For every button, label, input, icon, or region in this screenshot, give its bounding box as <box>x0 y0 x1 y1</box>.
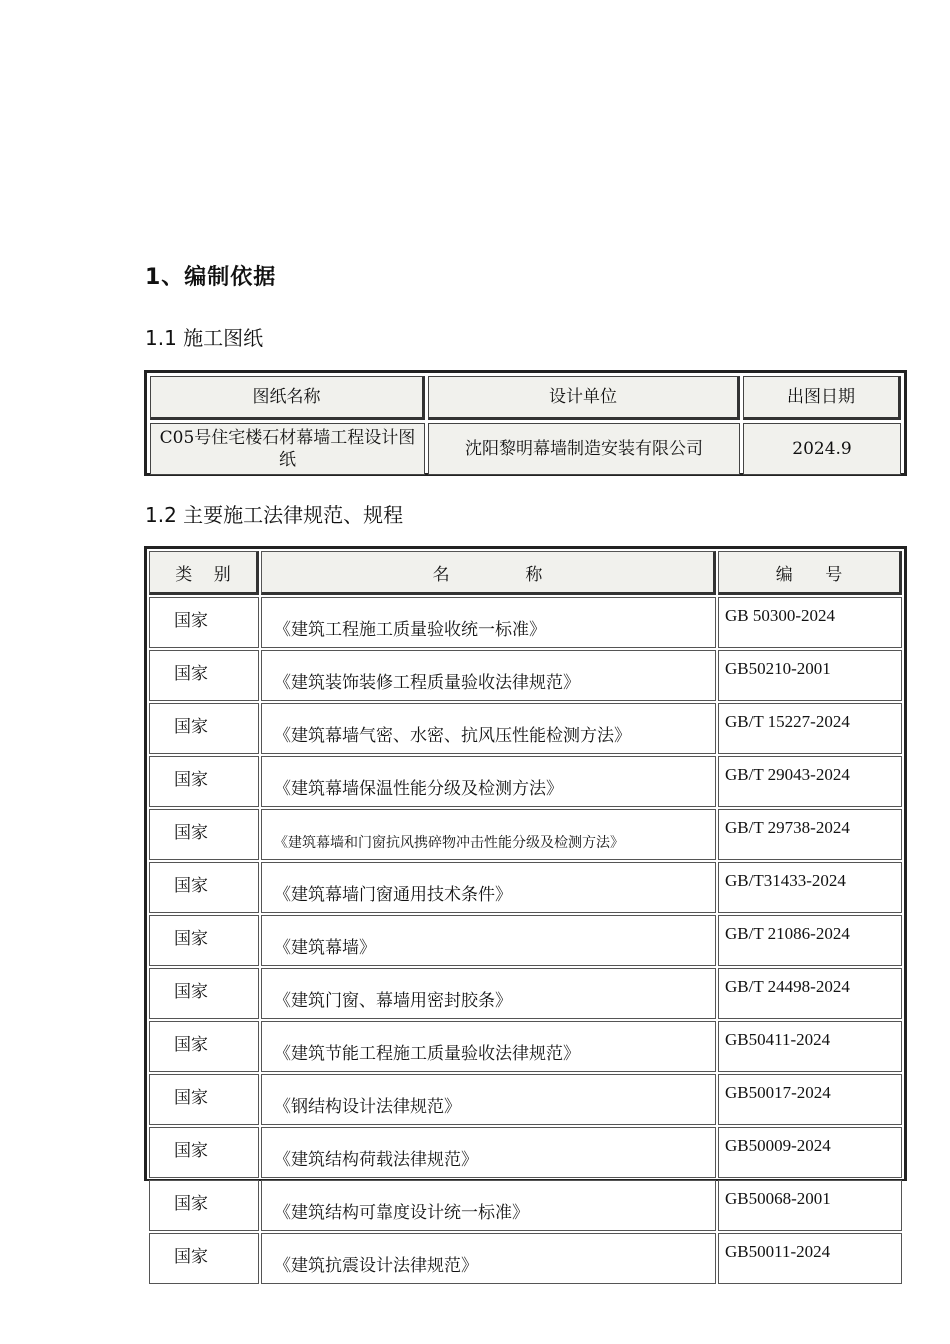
cell-category: 国家 <box>149 703 259 754</box>
column-header-name: 名 称 <box>261 551 716 595</box>
cell-name: 《建筑结构可靠度设计统一标准》 <box>261 1180 716 1231</box>
subsection-title-codes: 1.2 主要施工法律规范、规程 <box>145 503 404 527</box>
cell-category: 国家 <box>149 1074 259 1125</box>
table-header-row <box>150 376 901 420</box>
table-row <box>149 703 902 754</box>
cell-code: GB50210-2001 <box>718 650 902 701</box>
table-row <box>149 915 902 966</box>
table-row <box>149 756 902 807</box>
cell-code: GB50411-2024 <box>718 1021 902 1072</box>
cell-category: 国家 <box>149 1233 259 1284</box>
cell-category: 国家 <box>149 756 259 807</box>
table-row <box>149 968 902 1019</box>
cell-name: 《建筑幕墙保温性能分级及检测方法》 <box>261 756 716 807</box>
cell-category: 国家 <box>149 915 259 966</box>
cell-name: 《钢结构设计法律规范》 <box>261 1074 716 1125</box>
cell-code: GB50009-2024 <box>718 1127 902 1178</box>
table-row <box>149 650 902 701</box>
cell-name: 《建筑幕墙》 <box>261 915 716 966</box>
table-row <box>149 1021 902 1072</box>
cell-name: 《建筑幕墙门窗通用技术条件》 <box>261 862 716 913</box>
codes-table <box>144 546 907 1276</box>
subsection-title-drawings: 1.1 施工图纸 <box>145 326 264 350</box>
cell-code: GB/T 24498-2024 <box>718 968 902 1019</box>
table-row <box>149 1074 902 1125</box>
cell-name: 《建筑工程施工质量验收统一标准》 <box>261 597 716 648</box>
cell-name: 《建筑幕墙和门窗抗风携碎物冲击性能分级及检测方法》 <box>261 809 716 860</box>
column-header-issue-date: 出图日期 <box>743 376 901 420</box>
cell-code: GB/T 29738-2024 <box>718 809 902 860</box>
cell-code: GB/T 21086-2024 <box>718 915 902 966</box>
cell-name: 《建筑门窗、幕墙用密封胶条》 <box>261 968 716 1019</box>
cell-code: GB 50300-2024 <box>718 597 902 648</box>
table-row <box>149 1180 902 1231</box>
drawings-table <box>144 370 907 476</box>
cell-code: GB50011-2024 <box>718 1233 902 1284</box>
cell-name: 《建筑节能工程施工质量验收法律规范》 <box>261 1021 716 1072</box>
cell-code: GB/T 29043-2024 <box>718 756 902 807</box>
table-row <box>149 809 902 860</box>
cell-name: 《建筑装饰装修工程质量验收法律规范》 <box>261 650 716 701</box>
cell-code: GB/T31433-2024 <box>718 862 902 913</box>
cell-design-unit: 沈阳黎明幕墙制造安装有限公司 <box>428 423 740 475</box>
table-row <box>149 1233 902 1284</box>
cell-category: 国家 <box>149 1021 259 1072</box>
table-header-row <box>149 551 902 595</box>
cell-category: 国家 <box>149 968 259 1019</box>
cell-category: 国家 <box>149 597 259 648</box>
table-row <box>149 1127 902 1178</box>
cell-name: 《建筑结构荷载法律规范》 <box>261 1127 716 1178</box>
cell-issue-date: 2024.9 <box>743 423 901 475</box>
cell-category: 国家 <box>149 862 259 913</box>
cell-name: 《建筑抗震设计法律规范》 <box>261 1233 716 1284</box>
cell-code: GB/T 15227-2024 <box>718 703 902 754</box>
cell-code: GB50017-2024 <box>718 1074 902 1125</box>
column-header-design-unit: 设计单位 <box>428 376 740 420</box>
table-row <box>149 597 902 648</box>
column-header-category: 类 别 <box>149 551 259 595</box>
column-header-drawing-name: 图纸名称 <box>150 376 425 420</box>
cell-drawing-name: C05号住宅楼石材幕墙工程设计图纸 <box>150 423 425 475</box>
cell-category: 国家 <box>149 1127 259 1178</box>
cell-category: 国家 <box>149 1180 259 1231</box>
table-row <box>149 862 902 913</box>
cell-category: 国家 <box>149 809 259 860</box>
column-header-code: 编 号 <box>718 551 902 595</box>
table-row <box>150 423 901 475</box>
cell-name: 《建筑幕墙气密、水密、抗风压性能检测方法》 <box>261 703 716 754</box>
section-heading: 1、编制依据 <box>145 265 277 290</box>
cell-code: GB50068-2001 <box>718 1180 902 1231</box>
cell-category: 国家 <box>149 650 259 701</box>
